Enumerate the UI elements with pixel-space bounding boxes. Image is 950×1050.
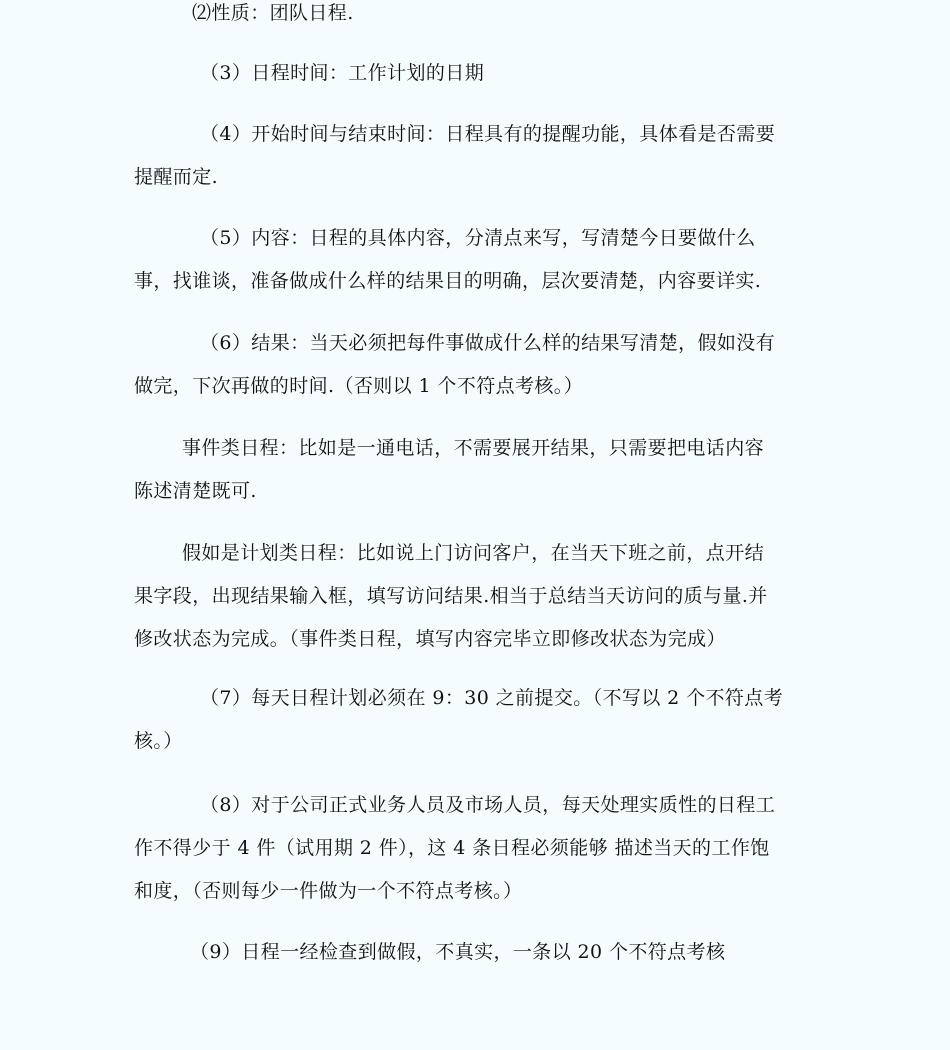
text-line: 假如是计划类日程：比如说上门访问客户，在当天下班之前，点开结 (182, 542, 765, 564)
text-line: （4）开始时间与结束时间：日程具有的提醒功能，具体看是否需要 (200, 123, 776, 145)
paragraph-start-end-time (134, 113, 814, 199)
text-line: （7）每天日程计划必须在 9：30 之前提交。（不写以 2 个不符点考 (200, 687, 784, 709)
text-line: 做完，下次再做的时间.（否则以 1 个不符点考核。） (134, 375, 584, 397)
text-line: （3）日程时间：工作计划的日期 (200, 62, 485, 84)
text-line: 和度，（否则每少一件做为一个不符点考核。） (134, 880, 523, 902)
paragraph-event-schedule (134, 427, 814, 513)
paragraph-nature (134, 0, 814, 35)
text-line: （6）结果：当天必须把每件事做成什么样的结果写清楚，假如没有 (200, 332, 776, 354)
paragraph-schedule-time (134, 52, 814, 95)
paragraph-falsification (134, 931, 814, 974)
paragraph-content (134, 217, 814, 303)
paragraph-submit-deadline (134, 677, 814, 763)
paragraph-plan-schedule (134, 532, 814, 661)
paragraph-daily-minimum (134, 784, 814, 913)
text-line: （5）内容：日程的具体内容，分清点来写，写清楚今日要做什么 (200, 227, 756, 249)
text-line: 核。） (134, 730, 183, 752)
text-line: ⑵性质：团队日程. (192, 2, 354, 24)
text-line: 事，找谁谈，准备做成什么样的结果目的明确，层次要清楚，内容要详实. (134, 270, 762, 292)
text-line: 修改状态为完成。（事件类日程，填写内容完毕立即修改状态为完成） (134, 628, 726, 650)
text-line: 果字段，出现结果输入框，填写访问结果.相当于总结当天访问的质与量.并 (134, 585, 768, 607)
paragraph-result (134, 322, 814, 408)
text-line: 作不得少于 4 件（试用期 2 件），这 4 条日程必须能够 描述当天的工作饱 (134, 837, 770, 859)
text-line: 陈述清楚既可. (134, 480, 257, 502)
text-line: （9）日程一经检查到做假，不真实，一条以 20 个不符点考核 (190, 941, 726, 963)
text-line: （8）对于公司正式业务人员及市场人员，每天处理实质性的日程工 (200, 794, 776, 816)
text-line: 事件类日程：比如是一通电话，不需要展开结果，只需要把电话内容 (182, 437, 765, 459)
text-line: 提醒而定. (134, 166, 219, 188)
